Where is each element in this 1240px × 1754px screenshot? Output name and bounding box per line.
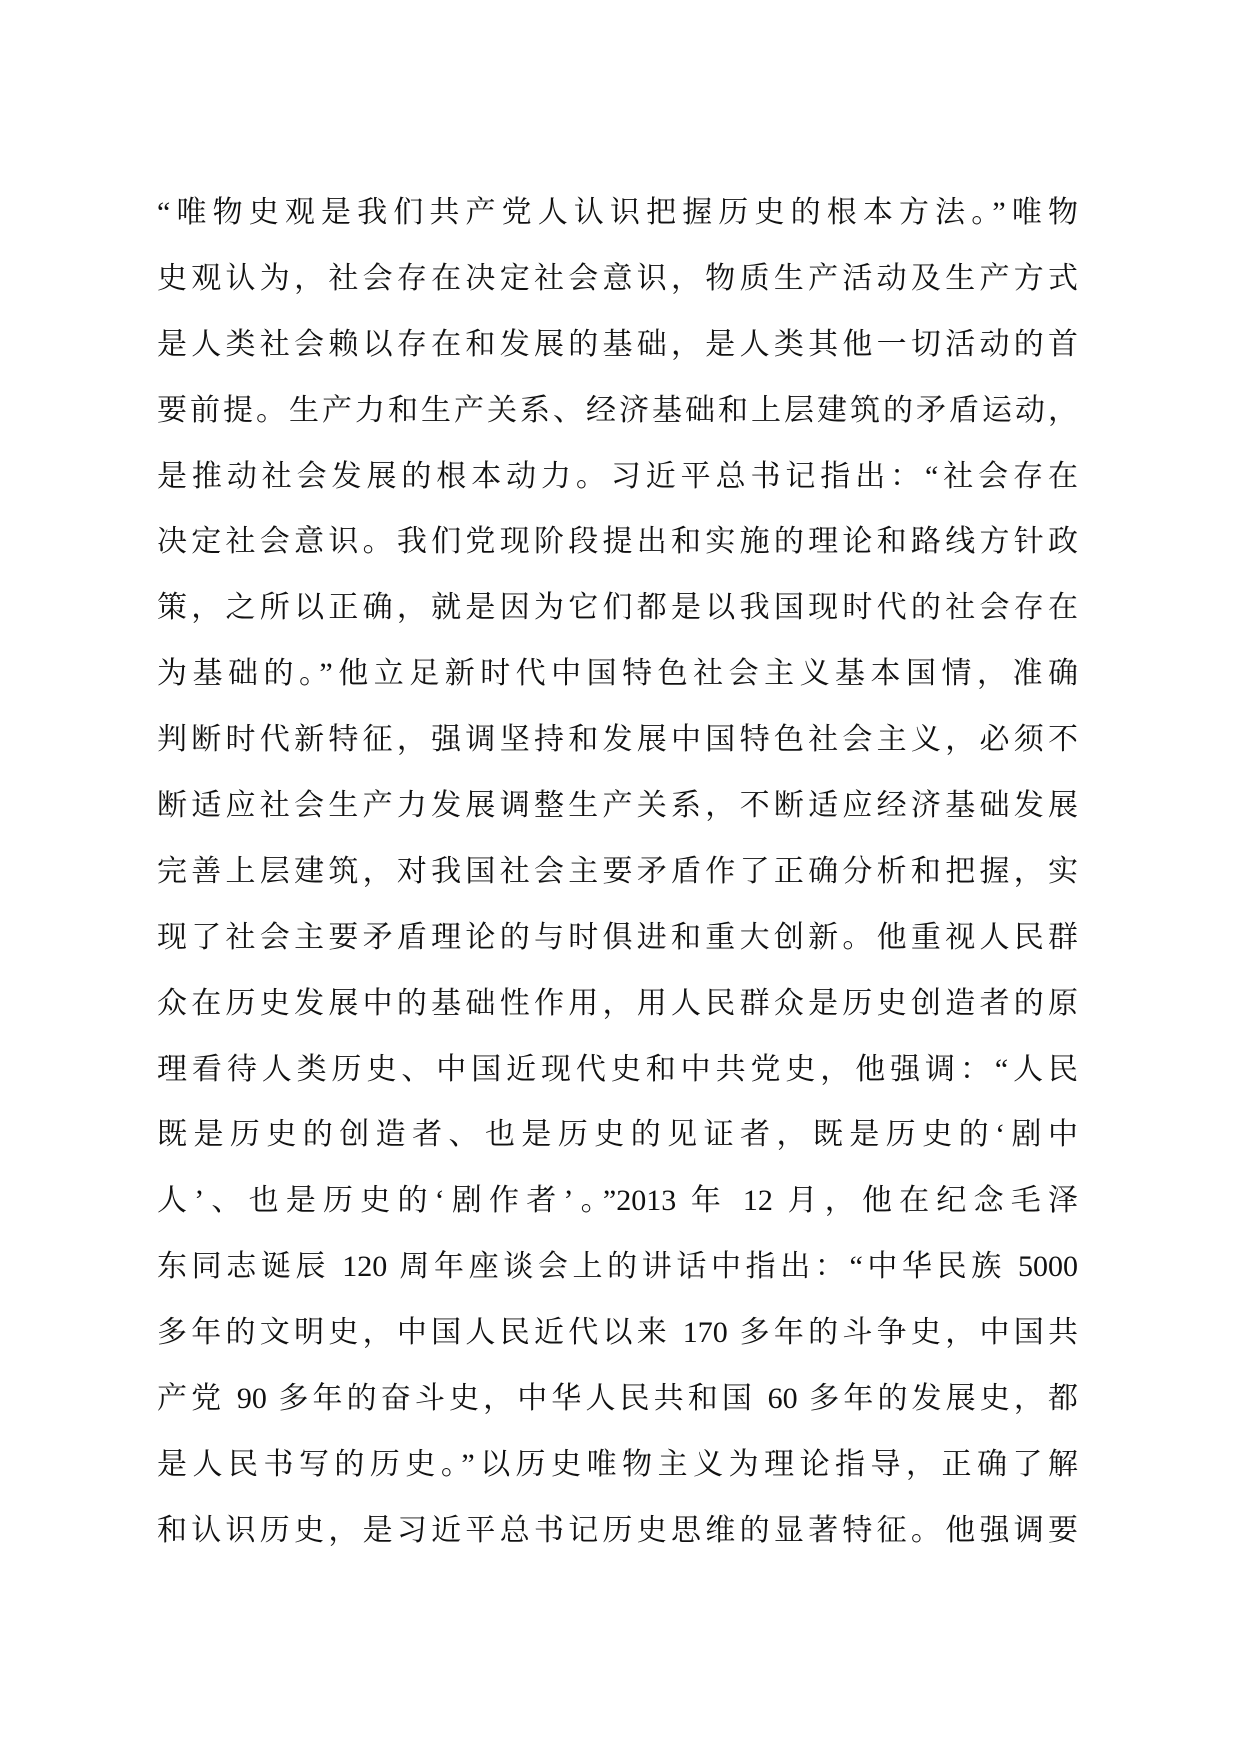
text-line: 为基础的。”他立足新时代中国特色社会主义基本国情，准确 — [157, 657, 1078, 691]
text-line: 史观认为，社会存在决定社会意识，物质生产活动及生产方式 — [157, 261, 1078, 295]
document-body — [157, 180, 1078, 1564]
text-line: 产党 90 多年的奋斗史，中华人民共和国 60 多年的发展史，都 — [157, 1382, 1078, 1416]
text-line: 断适应社会生产力发展调整生产关系，不断适应经济基础发展 — [157, 789, 1078, 823]
text-line: 是推动社会发展的根本动力。习近平总书记指出：“社会存在 — [157, 459, 1078, 493]
text-line: 既是历史的创造者、也是历史的见证者，既是历史的‘剧中 — [157, 1118, 1078, 1152]
text-line: 东同志诞辰 120 周年座谈会上的讲话中指出：“中华民族 5000 — [157, 1250, 1078, 1284]
text-line: 是人民书写的历史。”以历史唯物主义为理论指导，正确了解 — [157, 1447, 1078, 1481]
text-line: 是人类社会赖以存在和发展的基础，是人类其他一切活动的首 — [157, 327, 1078, 361]
text-line: 理看待人类历史、中国近现代史和中共党史，他强调：“人民 — [157, 1052, 1078, 1086]
text-line: 策，之所以正确，就是因为它们都是以我国现时代的社会存在 — [157, 591, 1078, 625]
text-line: 和认识历史，是习近平总书记历史思维的显著特征。他强调要 — [157, 1513, 1078, 1547]
text-line: 现了社会主要矛盾理论的与时俱进和重大创新。他重视人民群 — [157, 920, 1078, 954]
text-line: 要前提。生产力和生产关系、经济基础和上层建筑的矛盾运动， — [157, 393, 1078, 427]
text-line: 判断时代新特征，强调坚持和发展中国特色社会主义，必须不 — [157, 723, 1078, 757]
text-line: 完善上层建筑，对我国社会主要矛盾作了正确分析和把握，实 — [157, 854, 1078, 888]
text-line: “唯物史观是我们共产党人认识把握历史的根本方法。”唯物 — [157, 196, 1078, 229]
text-line: 人’、也是历史的‘剧作者’。”2013 年 12 月，他在纪念毛泽 — [157, 1184, 1078, 1218]
text-line: 众在历史发展中的基础性作用，用人民群众是历史创造者的原 — [157, 986, 1078, 1020]
text-line: 多年的文明史，中国人民近代以来 170 多年的斗争史，中国共 — [157, 1316, 1078, 1350]
text-line: 决定社会意识。我们党现阶段提出和实施的理论和路线方针政 — [157, 525, 1078, 559]
